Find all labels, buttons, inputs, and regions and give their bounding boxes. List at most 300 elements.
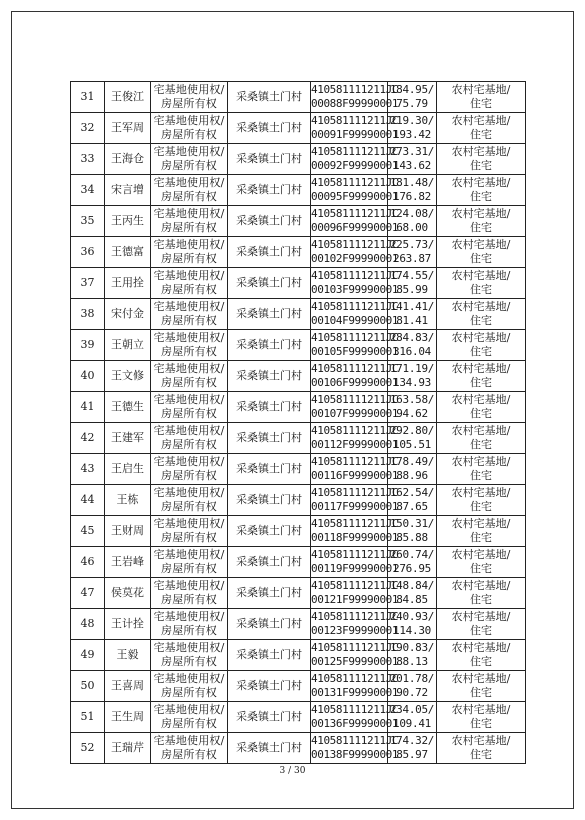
usage-line: 住宅 — [470, 438, 492, 451]
area-line: 178.49/ — [389, 455, 435, 468]
cert-number-line: 410581111211JC — [311, 517, 399, 530]
usage-line: 农村宅基地/ — [451, 145, 511, 158]
owner-name-cell: 王喜周 — [105, 671, 151, 702]
location-cell: 采桑镇土门村 — [228, 423, 311, 454]
right-type-line: 宅基地使用权/ — [153, 517, 225, 530]
usage-line: 住宅 — [470, 128, 492, 141]
area-line: 171.19/ — [389, 362, 435, 375]
usage-cell — [437, 671, 526, 702]
cert-number-line: 410581111211JC — [311, 145, 399, 158]
area-line: 84.85 — [396, 593, 428, 606]
cert-number-cell — [311, 237, 399, 268]
area-cell — [388, 547, 437, 578]
usage-line: 住宅 — [470, 190, 492, 203]
row-index-cell: 35 — [71, 206, 105, 237]
cert-number-cell — [311, 299, 399, 330]
usage-line: 住宅 — [470, 686, 492, 699]
location-cell: 采桑镇土门村 — [228, 485, 311, 516]
area-line: 85.97 — [396, 748, 428, 761]
cert-number-cell — [311, 361, 399, 392]
area-line: 240.93/ — [389, 610, 435, 623]
usage-line: 农村宅基地/ — [451, 362, 511, 375]
usage-line: 住宅 — [470, 562, 492, 575]
area-cell — [388, 423, 437, 454]
usage-line: 农村宅基地/ — [451, 424, 511, 437]
usage-cell — [437, 516, 526, 547]
table-row — [71, 206, 526, 237]
cert-number-line: 410581111211JC — [311, 393, 399, 406]
usage-line: 农村宅基地/ — [451, 548, 511, 561]
right-type-line: 房屋所有权 — [161, 283, 217, 296]
table-row — [71, 733, 526, 764]
usage-cell — [437, 299, 526, 330]
cert-number-line: 00088F99990001 — [311, 97, 399, 110]
usage-line: 住宅 — [470, 469, 492, 482]
usage-line: 住宅 — [470, 159, 492, 172]
right-type-line: 宅基地使用权/ — [153, 610, 225, 623]
usage-cell — [437, 237, 526, 268]
row-index-cell: 39 — [71, 330, 105, 361]
usage-line: 住宅 — [470, 97, 492, 110]
cert-number-cell — [311, 671, 399, 702]
page-number: 3 / 30 — [279, 766, 306, 776]
row-index-cell: 44 — [71, 485, 105, 516]
cert-number-line: 00117F99990001 — [311, 500, 399, 513]
usage-line: 农村宅基地/ — [451, 238, 511, 251]
cert-number-line: 00102F99990001 — [311, 252, 399, 265]
cert-number-line: 00136F99990001 — [311, 717, 399, 730]
owner-name-cell: 王财周 — [105, 516, 151, 547]
usage-line: 住宅 — [470, 376, 492, 389]
area-cell — [388, 702, 437, 733]
right-type-line: 宅基地使用权/ — [153, 300, 225, 313]
usage-line: 住宅 — [470, 500, 492, 513]
area-line: 263.87 — [393, 252, 431, 265]
location-cell: 采桑镇土门村 — [228, 671, 311, 702]
owner-name-cell: 王瑞芹 — [105, 733, 151, 764]
owner-name-cell: 王文修 — [105, 361, 151, 392]
cert-number-cell — [311, 640, 399, 671]
owner-name-cell: 王建军 — [105, 423, 151, 454]
right-type-line: 房屋所有权 — [161, 531, 217, 544]
area-cell — [388, 175, 437, 206]
usage-line: 农村宅基地/ — [451, 114, 511, 127]
right-type-line: 房屋所有权 — [161, 500, 217, 513]
right-type-line: 房屋所有权 — [161, 624, 217, 637]
right-type-line: 房屋所有权 — [161, 345, 217, 358]
area-cell — [388, 609, 437, 640]
owner-name-cell: 宋言增 — [105, 175, 151, 206]
table-row — [71, 454, 526, 485]
right-type-cell — [151, 516, 228, 547]
table-row — [71, 609, 526, 640]
area-line: 85.88 — [396, 531, 428, 544]
location-cell: 采桑镇土门村 — [228, 82, 311, 113]
right-type-line: 宅基地使用权/ — [153, 455, 225, 468]
area-cell — [388, 237, 437, 268]
cert-number-cell — [311, 516, 399, 547]
area-line: 94.62 — [396, 407, 428, 420]
usage-cell — [437, 361, 526, 392]
right-type-line: 房屋所有权 — [161, 562, 217, 575]
usage-line: 农村宅基地/ — [451, 610, 511, 623]
area-line: 316.04 — [393, 345, 431, 358]
table-row — [71, 640, 526, 671]
area-line: 143.62 — [393, 159, 431, 172]
area-cell — [388, 330, 437, 361]
location-cell: 采桑镇土门村 — [228, 609, 311, 640]
cert-number-line: 00131F99990001 — [311, 686, 399, 699]
cert-number-cell — [311, 609, 399, 640]
right-type-cell — [151, 702, 228, 733]
right-type-line: 宅基地使用权/ — [153, 362, 225, 375]
right-type-line: 房屋所有权 — [161, 717, 217, 730]
owner-name-cell: 王岩峰 — [105, 547, 151, 578]
table-row — [71, 547, 526, 578]
cert-number-cell — [311, 268, 399, 299]
table-row — [71, 330, 526, 361]
owner-name-cell: 王启生 — [105, 454, 151, 485]
owner-name-cell: 王丙生 — [105, 206, 151, 237]
area-line: 225.73/ — [389, 238, 435, 251]
owner-name-cell: 王栋 — [105, 485, 151, 516]
usage-cell — [437, 206, 526, 237]
owner-name-cell: 王军周 — [105, 113, 151, 144]
area-line: 219.30/ — [389, 114, 435, 127]
area-line: 292.80/ — [389, 424, 435, 437]
cert-number-line: 00096F99990001 — [311, 221, 399, 234]
usage-cell — [437, 113, 526, 144]
location-cell: 采桑镇土门村 — [228, 330, 311, 361]
area-line: 88.13 — [396, 655, 428, 668]
area-line: 109.41 — [393, 717, 431, 730]
cert-number-cell — [311, 578, 399, 609]
cert-number-line: 00119F99990001 — [311, 562, 399, 575]
row-index-cell: 37 — [71, 268, 105, 299]
right-type-line: 宅基地使用权/ — [153, 83, 225, 96]
area-line: 284.83/ — [389, 331, 435, 344]
cert-number-line: 00107F99990001 — [311, 407, 399, 420]
usage-line: 住宅 — [470, 314, 492, 327]
location-cell: 采桑镇土门村 — [228, 702, 311, 733]
usage-line: 农村宅基地/ — [451, 486, 511, 499]
table-row — [71, 82, 526, 113]
right-type-line: 宅基地使用权/ — [153, 238, 225, 251]
right-type-line: 宅基地使用权/ — [153, 579, 225, 592]
cert-number-line: 00092F99990001 — [311, 159, 399, 172]
right-type-line: 宅基地使用权/ — [153, 641, 225, 654]
area-line: 174.55/ — [389, 269, 435, 282]
usage-cell — [437, 423, 526, 454]
registration-table — [70, 81, 526, 764]
right-type-cell — [151, 392, 228, 423]
area-line: 276.95 — [393, 562, 431, 575]
usage-line: 农村宅基地/ — [451, 579, 511, 592]
area-line: 176.82 — [393, 190, 431, 203]
row-index-cell: 43 — [71, 454, 105, 485]
cert-number-cell — [311, 485, 399, 516]
area-cell — [388, 113, 437, 144]
row-index-cell: 49 — [71, 640, 105, 671]
usage-cell — [437, 609, 526, 640]
cert-number-line: 00112F99990001 — [311, 438, 399, 451]
cert-number-line: 00125F99990001 — [311, 655, 399, 668]
right-type-line: 宅基地使用权/ — [153, 207, 225, 220]
right-type-cell — [151, 640, 228, 671]
area-line: 88.96 — [396, 469, 428, 482]
right-type-line: 宅基地使用权/ — [153, 393, 225, 406]
usage-cell — [437, 392, 526, 423]
area-line: 234.05/ — [389, 703, 435, 716]
usage-line: 农村宅基地/ — [451, 176, 511, 189]
usage-cell — [437, 268, 526, 299]
right-type-cell — [151, 175, 228, 206]
usage-cell — [437, 702, 526, 733]
table-row — [71, 175, 526, 206]
right-type-line: 宅基地使用权/ — [153, 734, 225, 747]
cert-number-cell — [311, 113, 399, 144]
table-row — [71, 237, 526, 268]
owner-name-cell: 王朝立 — [105, 330, 151, 361]
area-line: 134.93 — [393, 376, 431, 389]
location-cell: 采桑镇土门村 — [228, 144, 311, 175]
location-cell: 采桑镇土门村 — [228, 268, 311, 299]
table-row — [71, 392, 526, 423]
right-type-line: 宅基地使用权/ — [153, 672, 225, 685]
usage-line: 农村宅基地/ — [451, 734, 511, 747]
right-type-cell — [151, 485, 228, 516]
right-type-line: 房屋所有权 — [161, 469, 217, 482]
area-line: 193.42 — [393, 128, 431, 141]
cert-number-line: 410581111211JC — [311, 610, 399, 623]
usage-line: 住宅 — [470, 252, 492, 265]
cert-number-line: 410581111211JC — [311, 703, 399, 716]
right-type-line: 房屋所有权 — [161, 221, 217, 234]
right-type-cell — [151, 113, 228, 144]
usage-cell — [437, 578, 526, 609]
area-line: 81.41 — [396, 314, 428, 327]
cert-number-cell — [311, 206, 399, 237]
area-line: 75.79 — [396, 97, 428, 110]
right-type-line: 宅基地使用权/ — [153, 703, 225, 716]
right-type-cell — [151, 299, 228, 330]
usage-cell — [437, 144, 526, 175]
area-line: 87.65 — [396, 500, 428, 513]
cert-number-line: 00123F99990001 — [311, 624, 399, 637]
cert-number-line: 410581111211JC — [311, 238, 399, 251]
cert-number-line: 410581111211JC — [311, 114, 399, 127]
row-index-cell: 46 — [71, 547, 105, 578]
usage-line: 农村宅基地/ — [451, 703, 511, 716]
owner-name-cell: 侯莫花 — [105, 578, 151, 609]
area-line: 163.58/ — [389, 393, 435, 406]
location-cell: 采桑镇土门村 — [228, 733, 311, 764]
owner-name-cell: 王计拴 — [105, 609, 151, 640]
area-line: 124.08/ — [389, 207, 435, 220]
owner-name-cell: 宋付金 — [105, 299, 151, 330]
right-type-line: 宅基地使用权/ — [153, 331, 225, 344]
right-type-line: 房屋所有权 — [161, 593, 217, 606]
cert-number-line: 00091F99990001 — [311, 128, 399, 141]
usage-line: 农村宅基地/ — [451, 641, 511, 654]
owner-name-cell: 王俊江 — [105, 82, 151, 113]
area-line: 141.41/ — [389, 300, 435, 313]
cert-number-cell — [311, 82, 399, 113]
area-line: 273.31/ — [389, 145, 435, 158]
usage-cell — [437, 640, 526, 671]
row-index-cell: 31 — [71, 82, 105, 113]
table-row — [71, 423, 526, 454]
owner-name-cell: 王海仓 — [105, 144, 151, 175]
registration-table-body — [71, 82, 526, 764]
right-type-cell — [151, 330, 228, 361]
usage-line: 住宅 — [470, 283, 492, 296]
row-index-cell: 47 — [71, 578, 105, 609]
usage-cell — [437, 454, 526, 485]
usage-line: 住宅 — [470, 624, 492, 637]
area-line: 105.51 — [393, 438, 431, 451]
cert-number-line: 00118F99990001 — [311, 531, 399, 544]
right-type-cell — [151, 82, 228, 113]
area-line: 150.31/ — [389, 517, 435, 530]
right-type-line: 房屋所有权 — [161, 159, 217, 172]
cert-number-line: 410581111211JC — [311, 641, 399, 654]
usage-line: 农村宅基地/ — [451, 455, 511, 468]
cert-number-cell — [311, 702, 399, 733]
usage-cell — [437, 485, 526, 516]
cert-number-line: 410581111211JC — [311, 734, 399, 747]
cert-number-cell — [311, 392, 399, 423]
right-type-line: 宅基地使用权/ — [153, 269, 225, 282]
cert-number-cell — [311, 733, 399, 764]
cert-number-line: 410581111211JC — [311, 300, 399, 313]
area-line: 181.48/ — [389, 176, 435, 189]
right-type-line: 房屋所有权 — [161, 252, 217, 265]
right-type-line: 房屋所有权 — [161, 438, 217, 451]
row-index-cell: 34 — [71, 175, 105, 206]
right-type-line: 房屋所有权 — [161, 407, 217, 420]
cert-number-line: 00103F99990001 — [311, 283, 399, 296]
right-type-line: 宅基地使用权/ — [153, 548, 225, 561]
row-index-cell: 48 — [71, 609, 105, 640]
right-type-line: 房屋所有权 — [161, 376, 217, 389]
owner-name-cell: 王用拴 — [105, 268, 151, 299]
table-row — [71, 144, 526, 175]
right-type-cell — [151, 206, 228, 237]
cert-number-line: 410581111211JC — [311, 486, 399, 499]
right-type-cell — [151, 268, 228, 299]
location-cell: 采桑镇土门村 — [228, 206, 311, 237]
cert-number-line: 410581111211JC — [311, 579, 399, 592]
cert-number-cell — [311, 423, 399, 454]
cert-number-cell — [311, 144, 399, 175]
right-type-line: 房屋所有权 — [161, 686, 217, 699]
cert-number-line: 00121F99990001 — [311, 593, 399, 606]
area-line: 201.78/ — [389, 672, 435, 685]
row-index-cell: 40 — [71, 361, 105, 392]
area-cell — [388, 144, 437, 175]
cert-number-line: 410581111211JC — [311, 672, 399, 685]
area-line: 190.83/ — [389, 641, 435, 654]
owner-name-cell: 王毅 — [105, 640, 151, 671]
location-cell: 采桑镇土门村 — [228, 454, 311, 485]
location-cell: 采桑镇土门村 — [228, 175, 311, 206]
cert-number-line: 410581111211JC — [311, 331, 399, 344]
owner-name-cell: 王德富 — [105, 237, 151, 268]
right-type-line: 房屋所有权 — [161, 190, 217, 203]
row-index-cell: 32 — [71, 113, 105, 144]
cert-number-line: 410581111211JC — [311, 548, 399, 561]
cert-number-line: 00095F99990001 — [311, 190, 399, 203]
table-row — [71, 361, 526, 392]
usage-line: 农村宅基地/ — [451, 269, 511, 282]
right-type-cell — [151, 361, 228, 392]
cert-number-line: 410581111211JC — [311, 362, 399, 375]
location-cell: 采桑镇土门村 — [228, 237, 311, 268]
cert-number-line: 410581111211JC — [311, 269, 399, 282]
right-type-cell — [151, 609, 228, 640]
usage-line: 农村宅基地/ — [451, 672, 511, 685]
row-index-cell: 51 — [71, 702, 105, 733]
right-type-line: 宅基地使用权/ — [153, 145, 225, 158]
usage-line: 住宅 — [470, 593, 492, 606]
right-type-cell — [151, 237, 228, 268]
usage-line: 住宅 — [470, 407, 492, 420]
right-type-cell — [151, 423, 228, 454]
usage-cell — [437, 175, 526, 206]
right-type-cell — [151, 454, 228, 485]
cert-number-line: 00104F99990001 — [311, 314, 399, 327]
table-row — [71, 671, 526, 702]
area-cell — [388, 361, 437, 392]
row-index-cell: 42 — [71, 423, 105, 454]
right-type-line: 宅基地使用权/ — [153, 114, 225, 127]
area-line: 184.95/ — [389, 83, 435, 96]
location-cell: 采桑镇土门村 — [228, 299, 311, 330]
cert-number-line: 00116F99990001 — [311, 469, 399, 482]
owner-name-cell: 王生周 — [105, 702, 151, 733]
cert-number-cell — [311, 547, 399, 578]
area-line: 90.72 — [396, 686, 428, 699]
usage-line: 农村宅基地/ — [451, 517, 511, 530]
right-type-cell — [151, 671, 228, 702]
right-type-line: 房屋所有权 — [161, 748, 217, 761]
cert-number-line: 410581111211JC — [311, 424, 399, 437]
cert-number-line: 410581111211JC — [311, 207, 399, 220]
right-type-line: 房屋所有权 — [161, 655, 217, 668]
right-type-line: 宅基地使用权/ — [153, 424, 225, 437]
location-cell: 采桑镇土门村 — [228, 361, 311, 392]
owner-name-cell: 王德生 — [105, 392, 151, 423]
location-cell: 采桑镇土门村 — [228, 578, 311, 609]
row-index-cell: 50 — [71, 671, 105, 702]
table-row — [71, 113, 526, 144]
area-line: 148.84/ — [389, 579, 435, 592]
right-type-line: 房屋所有权 — [161, 128, 217, 141]
location-cell: 采桑镇土门村 — [228, 392, 311, 423]
row-index-cell: 33 — [71, 144, 105, 175]
right-type-cell — [151, 733, 228, 764]
table-row — [71, 516, 526, 547]
area-line: 162.54/ — [389, 486, 435, 499]
location-cell: 采桑镇土门村 — [228, 547, 311, 578]
usage-line: 农村宅基地/ — [451, 207, 511, 220]
usage-cell — [437, 733, 526, 764]
usage-line: 农村宅基地/ — [451, 300, 511, 313]
location-cell: 采桑镇土门村 — [228, 516, 311, 547]
row-index-cell: 41 — [71, 392, 105, 423]
usage-line: 住宅 — [470, 345, 492, 358]
